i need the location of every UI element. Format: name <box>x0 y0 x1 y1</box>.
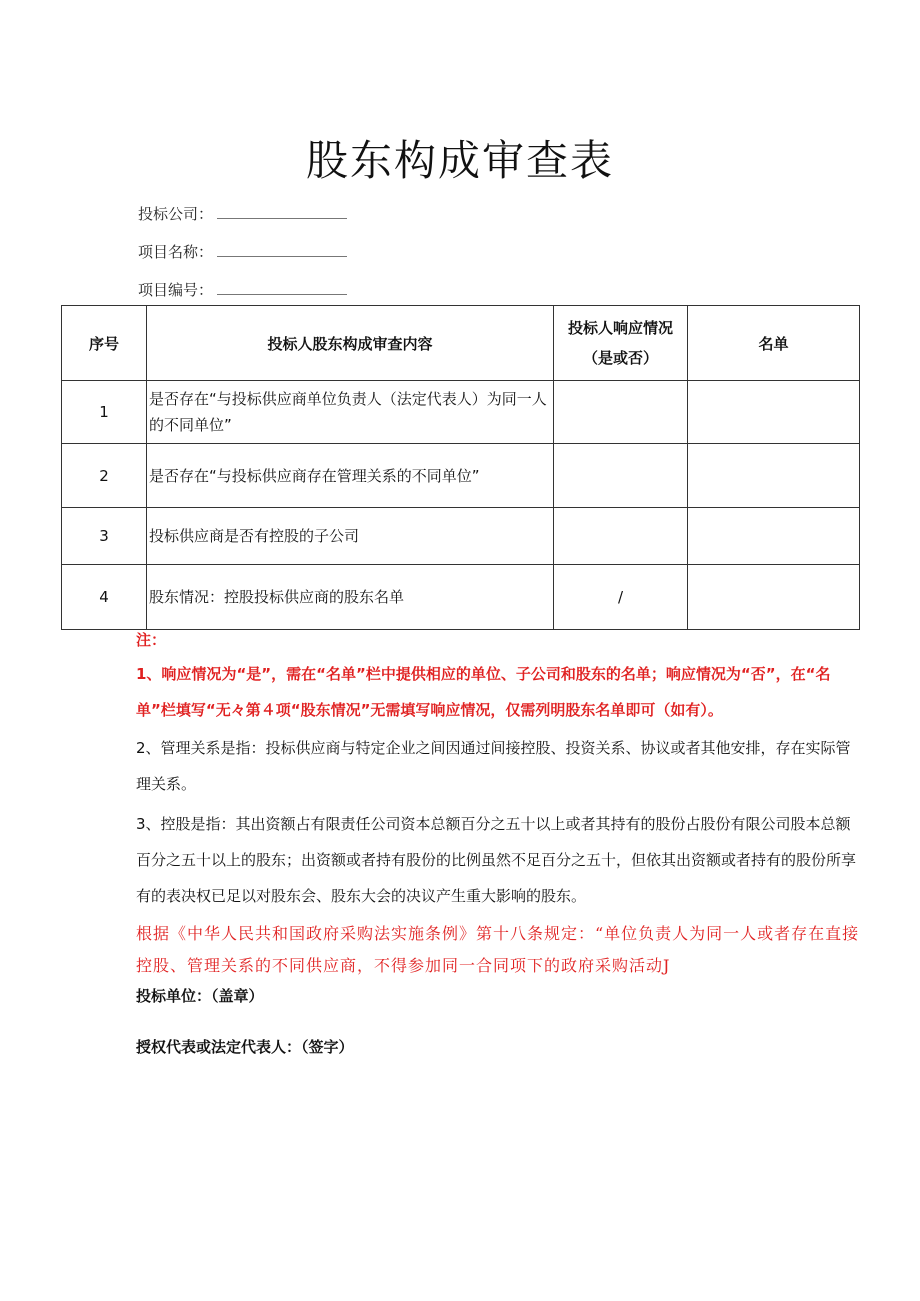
row-no: 4 <box>62 565 147 630</box>
header-response <box>554 306 688 381</box>
project-number-label: 项目编号： <box>138 281 214 299</box>
shareholder-review-table <box>61 305 860 630</box>
table-row <box>62 508 860 565</box>
note-3: 3、控股是指：其出资额占有限责任公司资本总额百分之五十以上或者其持有的股份占股份有限公司股本总额百分之五十以上的股东；出资额或者持有股份的比例虽然不足百分之五十，但依其出资额或者持有的股份所享有的表决权已足以对股东会、股东大会的决议产生重大影响的股东。 <box>136 815 857 905</box>
row-list-cell[interactable] <box>688 444 860 508</box>
project-name-blank <box>217 244 347 257</box>
bidder-unit-seal: 投标单位：（盖章） <box>136 987 264 1005</box>
project-number-field <box>138 279 347 300</box>
row-response-cell[interactable]: / <box>554 565 688 630</box>
row-content: 是否存在“与投标供应商存在管理关系的不同单位” <box>147 444 554 508</box>
row-content: 是否存在“与投标供应商单位负责人（法定代表人）为同一人的不同单位” <box>147 381 554 444</box>
notes-section <box>136 630 862 982</box>
project-name-label: 项目名称： <box>138 243 214 261</box>
project-number-blank <box>217 282 347 295</box>
row-content: 股东情况：控股投标供应商的股东名单 <box>147 565 554 630</box>
table-row <box>62 381 860 444</box>
table-header-row <box>62 306 860 381</box>
page-title: 股东构成审查表 <box>305 136 614 185</box>
notes-label: 注： <box>136 631 167 649</box>
project-name-field <box>138 241 347 262</box>
row-no: 3 <box>62 508 147 565</box>
bidder-company-label: 投标公司： <box>138 205 214 223</box>
regulation-note: 根据《中华人民共和国政府采购法实施条例》第十八条规定：“单位负责人为同一人或者存在直接控股、管理关系的不同供应商，不得参加同一合同项下的政府采购活动J <box>136 924 860 975</box>
bidder-company-field <box>138 203 347 224</box>
row-response-cell[interactable] <box>554 381 688 444</box>
row-content: 投标供应商是否有控股的子公司 <box>147 508 554 565</box>
row-list-cell[interactable] <box>688 508 860 565</box>
header-list: 名单 <box>688 306 860 381</box>
table-row <box>62 444 860 508</box>
row-no: 2 <box>62 444 147 508</box>
header-no: 序号 <box>62 306 147 381</box>
row-no: 1 <box>62 381 147 444</box>
representative-signature: 授权代表或法定代表人：（签字） <box>136 1038 354 1056</box>
note-1: 1、响应情况为“是”，需在“名单”栏中提供相应的单位、子公司和股东的名单；响应情况为“否”，在“名单”栏填写“无々第４项“股东情况”无需填写响应情况，仅需列明股东名单即可（如有）。 <box>136 665 831 719</box>
row-list-cell[interactable] <box>688 381 860 444</box>
bidder-company-blank <box>217 206 347 219</box>
header-response-line2: （是或否） <box>582 349 658 367</box>
row-response-cell[interactable] <box>554 508 688 565</box>
table-row <box>62 565 860 630</box>
row-list-cell[interactable] <box>688 565 860 630</box>
note-2: 2、管理关系是指：投标供应商与特定企业之间因通过间接控股、投资关系、协议或者其他安排，存在实际管理关系。 <box>136 739 851 793</box>
header-response-line1: 投标人响应情况 <box>567 319 673 337</box>
row-response-cell[interactable] <box>554 444 688 508</box>
header-content: 投标人股东构成审查内容 <box>147 306 554 381</box>
